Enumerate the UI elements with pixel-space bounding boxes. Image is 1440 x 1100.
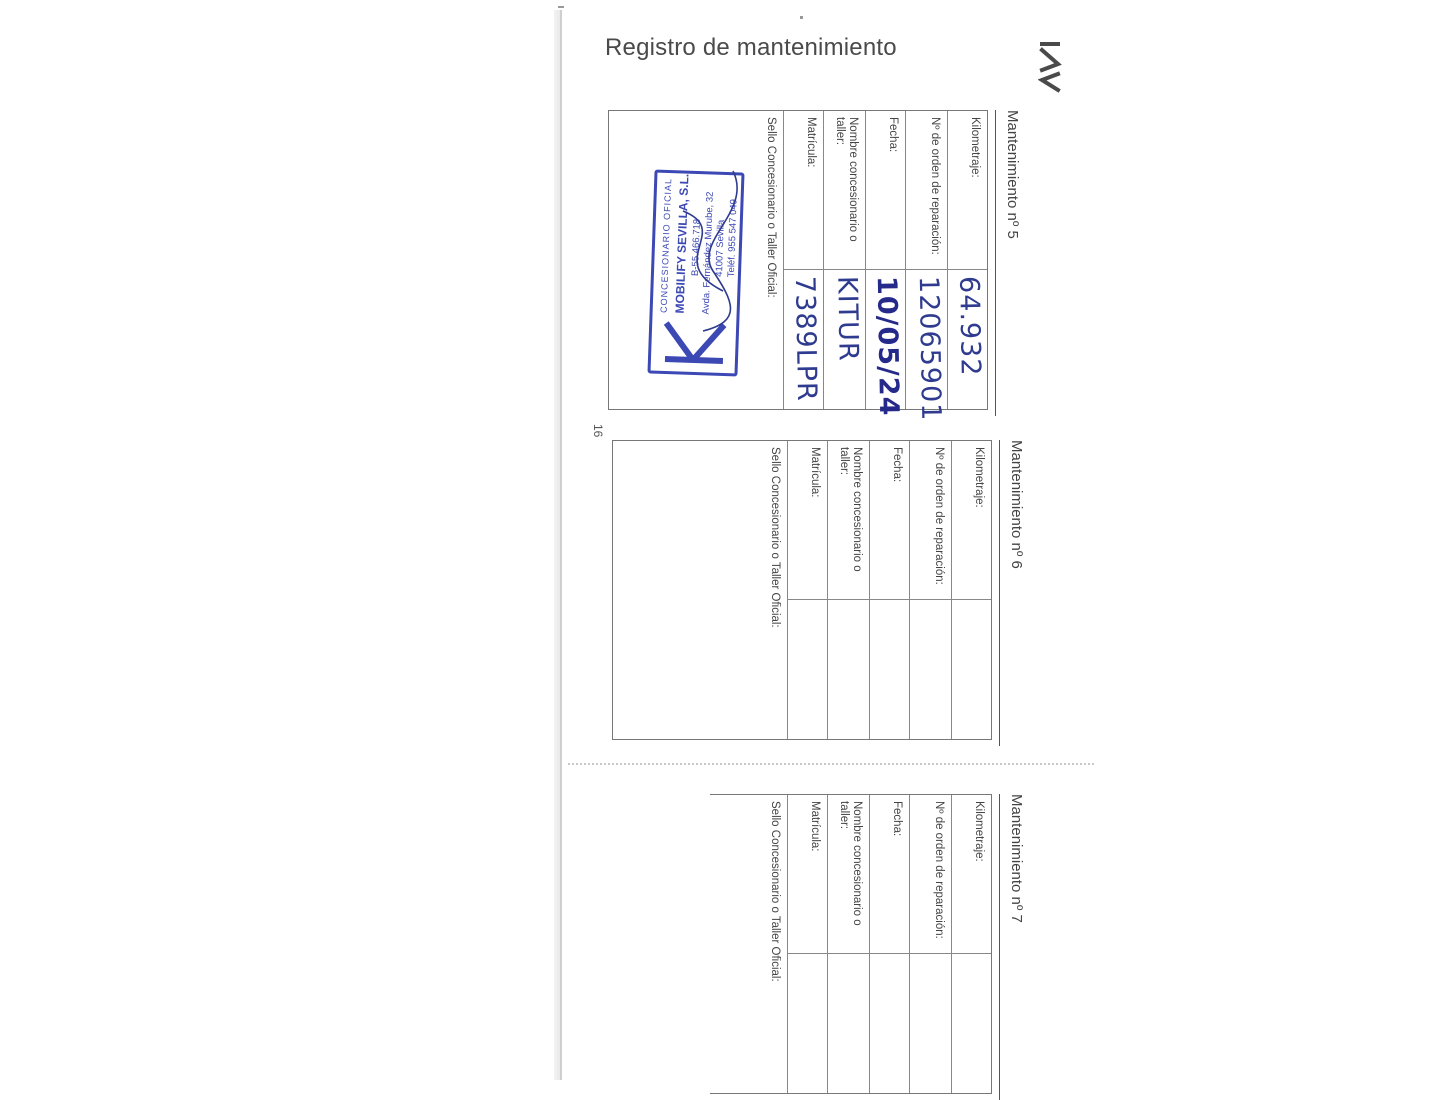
maintenance-record-6 <box>606 440 1026 746</box>
maintenance-record-7 <box>606 794 1026 1100</box>
handwritten-signature <box>643 151 773 351</box>
field-label: Nº de orden de reparación: <box>929 117 941 255</box>
field-row-kilometraje <box>951 795 991 1093</box>
record-title: Mantenimiento nº 5 <box>995 110 1022 416</box>
field-row-fecha <box>869 795 909 1093</box>
field-label: Sello Concesionario o Taller Oficial: <box>769 447 781 628</box>
handwritten-value: 10/05/24 <box>870 275 905 417</box>
field-label: Fecha: <box>891 447 903 483</box>
handwritten-value: 12065901 <box>912 275 947 422</box>
field-value-cell[interactable] <box>910 599 951 739</box>
record-title: Mantenimiento nº 6 <box>999 440 1026 746</box>
field-row-orden <box>909 441 951 739</box>
field-label: Nº de orden de reparación: <box>933 801 945 939</box>
record-table <box>612 440 992 740</box>
field-label: Nombre concesionario o taller: <box>838 801 863 926</box>
field-value-cell[interactable] <box>828 599 869 739</box>
field-value-cell <box>948 269 987 409</box>
field-label: Matrícula: <box>809 447 821 498</box>
field-value-cell[interactable] <box>828 953 869 1093</box>
field-value-cell[interactable] <box>870 599 909 739</box>
field-row-concesionario <box>823 111 865 409</box>
stamp-text: CONCESIONARIO OFICIAL <box>658 177 674 314</box>
field-row-kilometraje <box>947 111 987 409</box>
field-row-fecha <box>869 441 909 739</box>
field-label: Fecha: <box>891 801 903 837</box>
field-row-orden <box>905 111 947 422</box>
field-value-cell[interactable] <box>952 953 991 1093</box>
field-value-cell[interactable] <box>788 599 827 739</box>
field-label: Matrícula: <box>805 117 817 168</box>
field-value-cell[interactable] <box>952 599 991 739</box>
stamp-text: Avda. Fernández Murube, 32 <box>700 191 716 315</box>
field-row-fecha <box>865 111 905 417</box>
stamp-text: B-55.466.718 <box>689 218 703 277</box>
field-label: Sello Concesionario o Taller Oficial: <box>769 801 781 982</box>
field-row-sello <box>613 441 787 739</box>
field-value-cell <box>824 269 865 409</box>
field-label: Sello Concesionario o Taller Oficial: <box>765 117 777 298</box>
maintenance-record-5 <box>602 110 1022 422</box>
record-title: Mantenimiento nº 7 <box>999 794 1026 1100</box>
field-row-sello <box>609 111 783 409</box>
field-row-matricula <box>783 111 823 409</box>
page-title: Registro de mantenimiento <box>605 34 897 61</box>
kia-logo-icon <box>1038 40 1062 94</box>
field-row-matricula <box>787 795 827 1093</box>
stamp-text: MOBILIFY SEVILLA, S.L. <box>672 173 692 314</box>
field-row-sello <box>709 795 787 1093</box>
scan-mark <box>558 6 564 8</box>
field-row-orden <box>909 795 951 1093</box>
record-table <box>710 794 992 1094</box>
field-value-cell <box>906 269 947 422</box>
field-value-cell <box>784 269 823 409</box>
field-row-matricula <box>787 441 827 739</box>
field-row-concesionario <box>827 795 869 1093</box>
field-value-cell[interactable] <box>910 953 951 1093</box>
field-label: Nombre concesionario o taller: <box>834 117 859 242</box>
handwritten-value: KITUR <box>831 275 864 362</box>
field-value-cell[interactable] <box>788 953 827 1093</box>
stamp-text: 41007 Sevilla <box>713 219 727 278</box>
handwritten-value: 7389LPR <box>788 275 823 403</box>
scan-mark <box>800 16 803 19</box>
field-value-cell[interactable] <box>870 953 909 1093</box>
field-label: Kilometraje: <box>973 447 985 508</box>
field-label: Matrícula: <box>809 801 821 852</box>
field-label: Nº de orden de reparación: <box>933 447 945 585</box>
field-label: Nombre concesionario o taller: <box>838 447 863 572</box>
page-number: 16 <box>591 424 605 438</box>
field-label: Kilometraje: <box>969 117 981 178</box>
field-value-cell <box>866 269 905 417</box>
field-row-concesionario <box>827 441 869 739</box>
record-table <box>608 110 988 422</box>
stamp-text: Teléf. 955 547 049 <box>725 198 740 278</box>
field-row-kilometraje <box>951 441 991 739</box>
fold-line <box>568 763 1094 765</box>
field-label: Fecha: <box>887 117 899 153</box>
field-label: Kilometraje: <box>973 801 985 862</box>
handwritten-value: 64.932 <box>953 275 986 377</box>
